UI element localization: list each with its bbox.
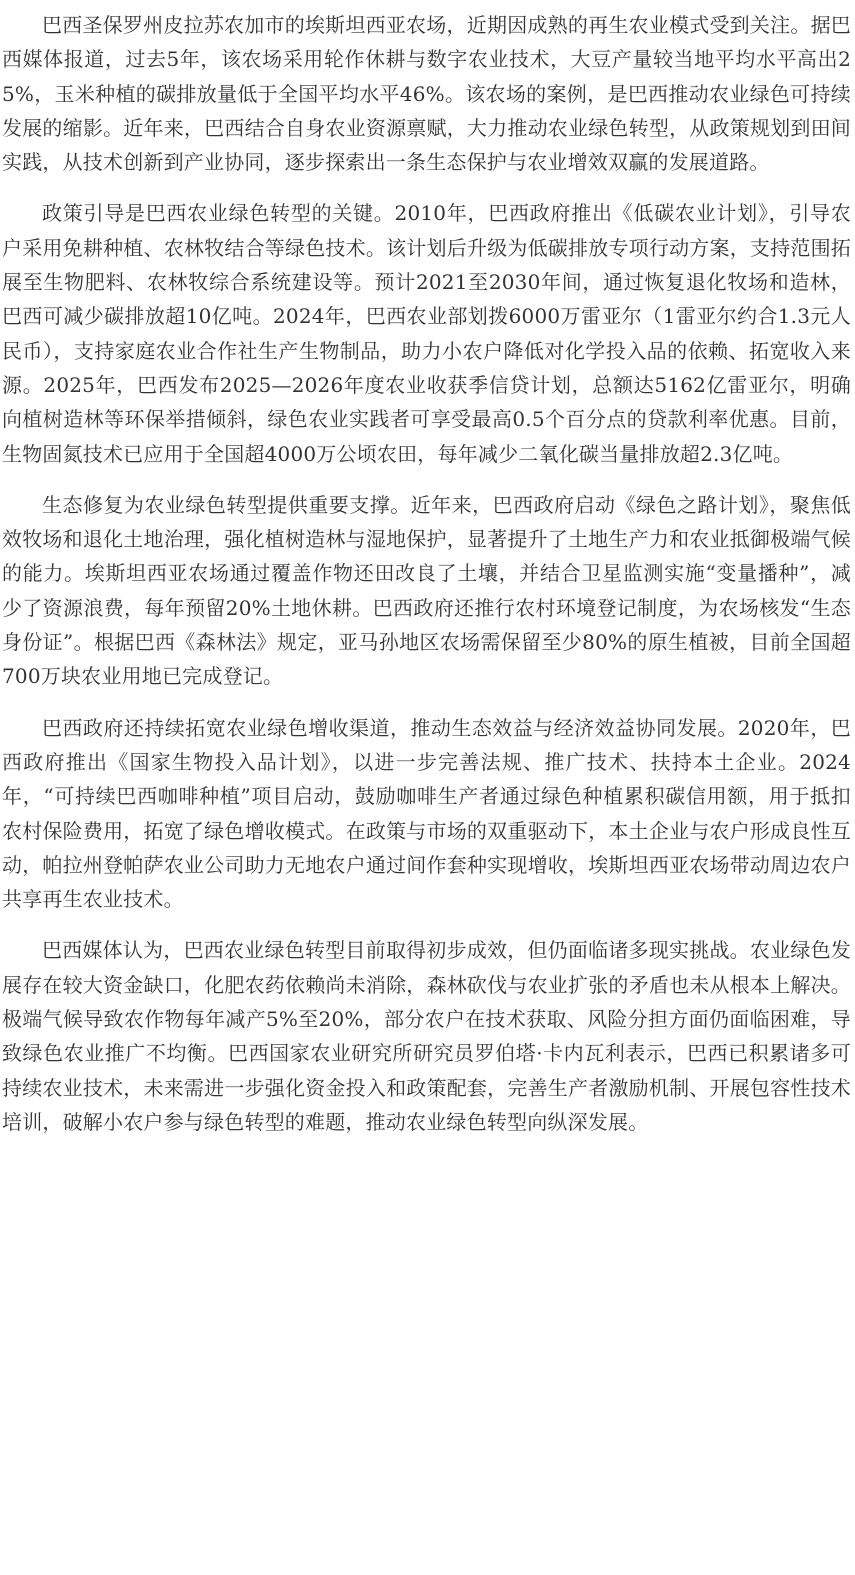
paragraph-intro: 巴西圣保罗州皮拉苏农加市的埃斯坦西亚农场，近期因成熟的再生农业模式受到关注。据巴西媒体报道，过去5年，该农场采用轮作休耕与数字农业技术，大豆产量较当地平均水平高出25%，玉米种植的碳排放量低于全国平均水平46%。该农场的案例，是巴西推动农业绿色可持续发展的缩影。近年来，巴西结合自身农业资源禀赋，大力推动农业绿色转型，从政策规划到田间实践，从技术创新到产业协同，逐步探索出一条生态保护与农业增效双赢的发展道路。: [2, 13, 851, 175]
paragraph-policy: 政策引导是巴西农业绿色转型的关键。2010年，巴西政府推出《低碳农业计划》，引导农户采用免耕种植、农林牧结合等绿色技术。该计划后升级为低碳排放专项行动方案，支持范围拓展至生物肥料、农林牧综合系统建设等。预计2021至2030年间，通过恢复退化牧场和造林，巴西可减少碳排放超10亿吨。2024年，巴西农业部划拨6000万雷亚尔（1雷亚尔约合1.3元人民币），支持家庭农业合作社生产生物制品，助力小农户降低对化学投入品的依赖、拓宽收入来源。2025年，巴西发布2025—2026年度农业收获季信贷计划，总额达5162亿雷亚尔，明确向植树造林等环保举措倾斜，绿色农业实践者可享受最高0.5个百分点的贷款利率优惠。目前，生物固氮技术已应用于全国超4000万公顷农田，每年减少二氧化碳当量排放超2.3亿吨。: [2, 201, 851, 466]
paragraph-ecology: 生态修复为农业绿色转型提供重要支撑。近年来，巴西政府启动《绿色之路计划》，聚焦低效牧场和退化土地治理，强化植树造林与湿地保护，显著提升了土地生产力和农业抵御极端气候的能力。埃斯坦西亚农场通过覆盖作物还田改良了土壤，并结合卫星监测实施“变量播种”，减少了资源浪费，每年预留20%土地休耕。巴西政府还推行农村环境登记制度，为农场核发“生态身份证”。根据巴西《森林法》规定，亚马孙地区农场需保留至少80%的原生植被，目前全国超700万块农业用地已完成登记。: [2, 492, 851, 689]
article-body: [0, 8, 855, 1139]
paragraph-challenges: 巴西媒体认为，巴西农业绿色转型目前取得初步成效，但仍面临诸多现实挑战。农业绿色发展存在较大资金缺口，化肥农药依赖尚未消除，森林砍伐与农业扩张的矛盾也未从根本上解决。极端气候导致农作物每年减产5%至20%，部分农户在技术获取、风险分担方面仍面临困难，导致绿色农业推广不均衡。巴西国家农业研究所研究员罗伯塔·卡内瓦利表示，巴西已积累诸多可持续农业技术，未来需进一步强化资金投入和政策配套，完善生产者激励机制、开展包容性技术培训，破解小农户参与绿色转型的难题，推动农业绿色转型向纵深发展。: [2, 938, 851, 1134]
paragraph-income: 巴西政府还持续拓宽农业绿色增收渠道，推动生态效益与经济效益协同发展。2020年，巴西政府推出《国家生物投入品计划》，以进一步完善法规、推广技术、扶持本土企业。2024年，“可持续巴西咖啡种植”项目启动，鼓励咖啡生产者通过绿色种植累积碳信用额，用于抵扣农村保险费用，拓宽了绿色增收模式。在政策与市场的双重驱动下，本土企业与农户形成良性互动，帕拉州登帕萨农业公司助力无地农户通过间作套种实现增收，埃斯坦西亚农场带动周边农户共享再生农业技术。: [2, 715, 851, 912]
